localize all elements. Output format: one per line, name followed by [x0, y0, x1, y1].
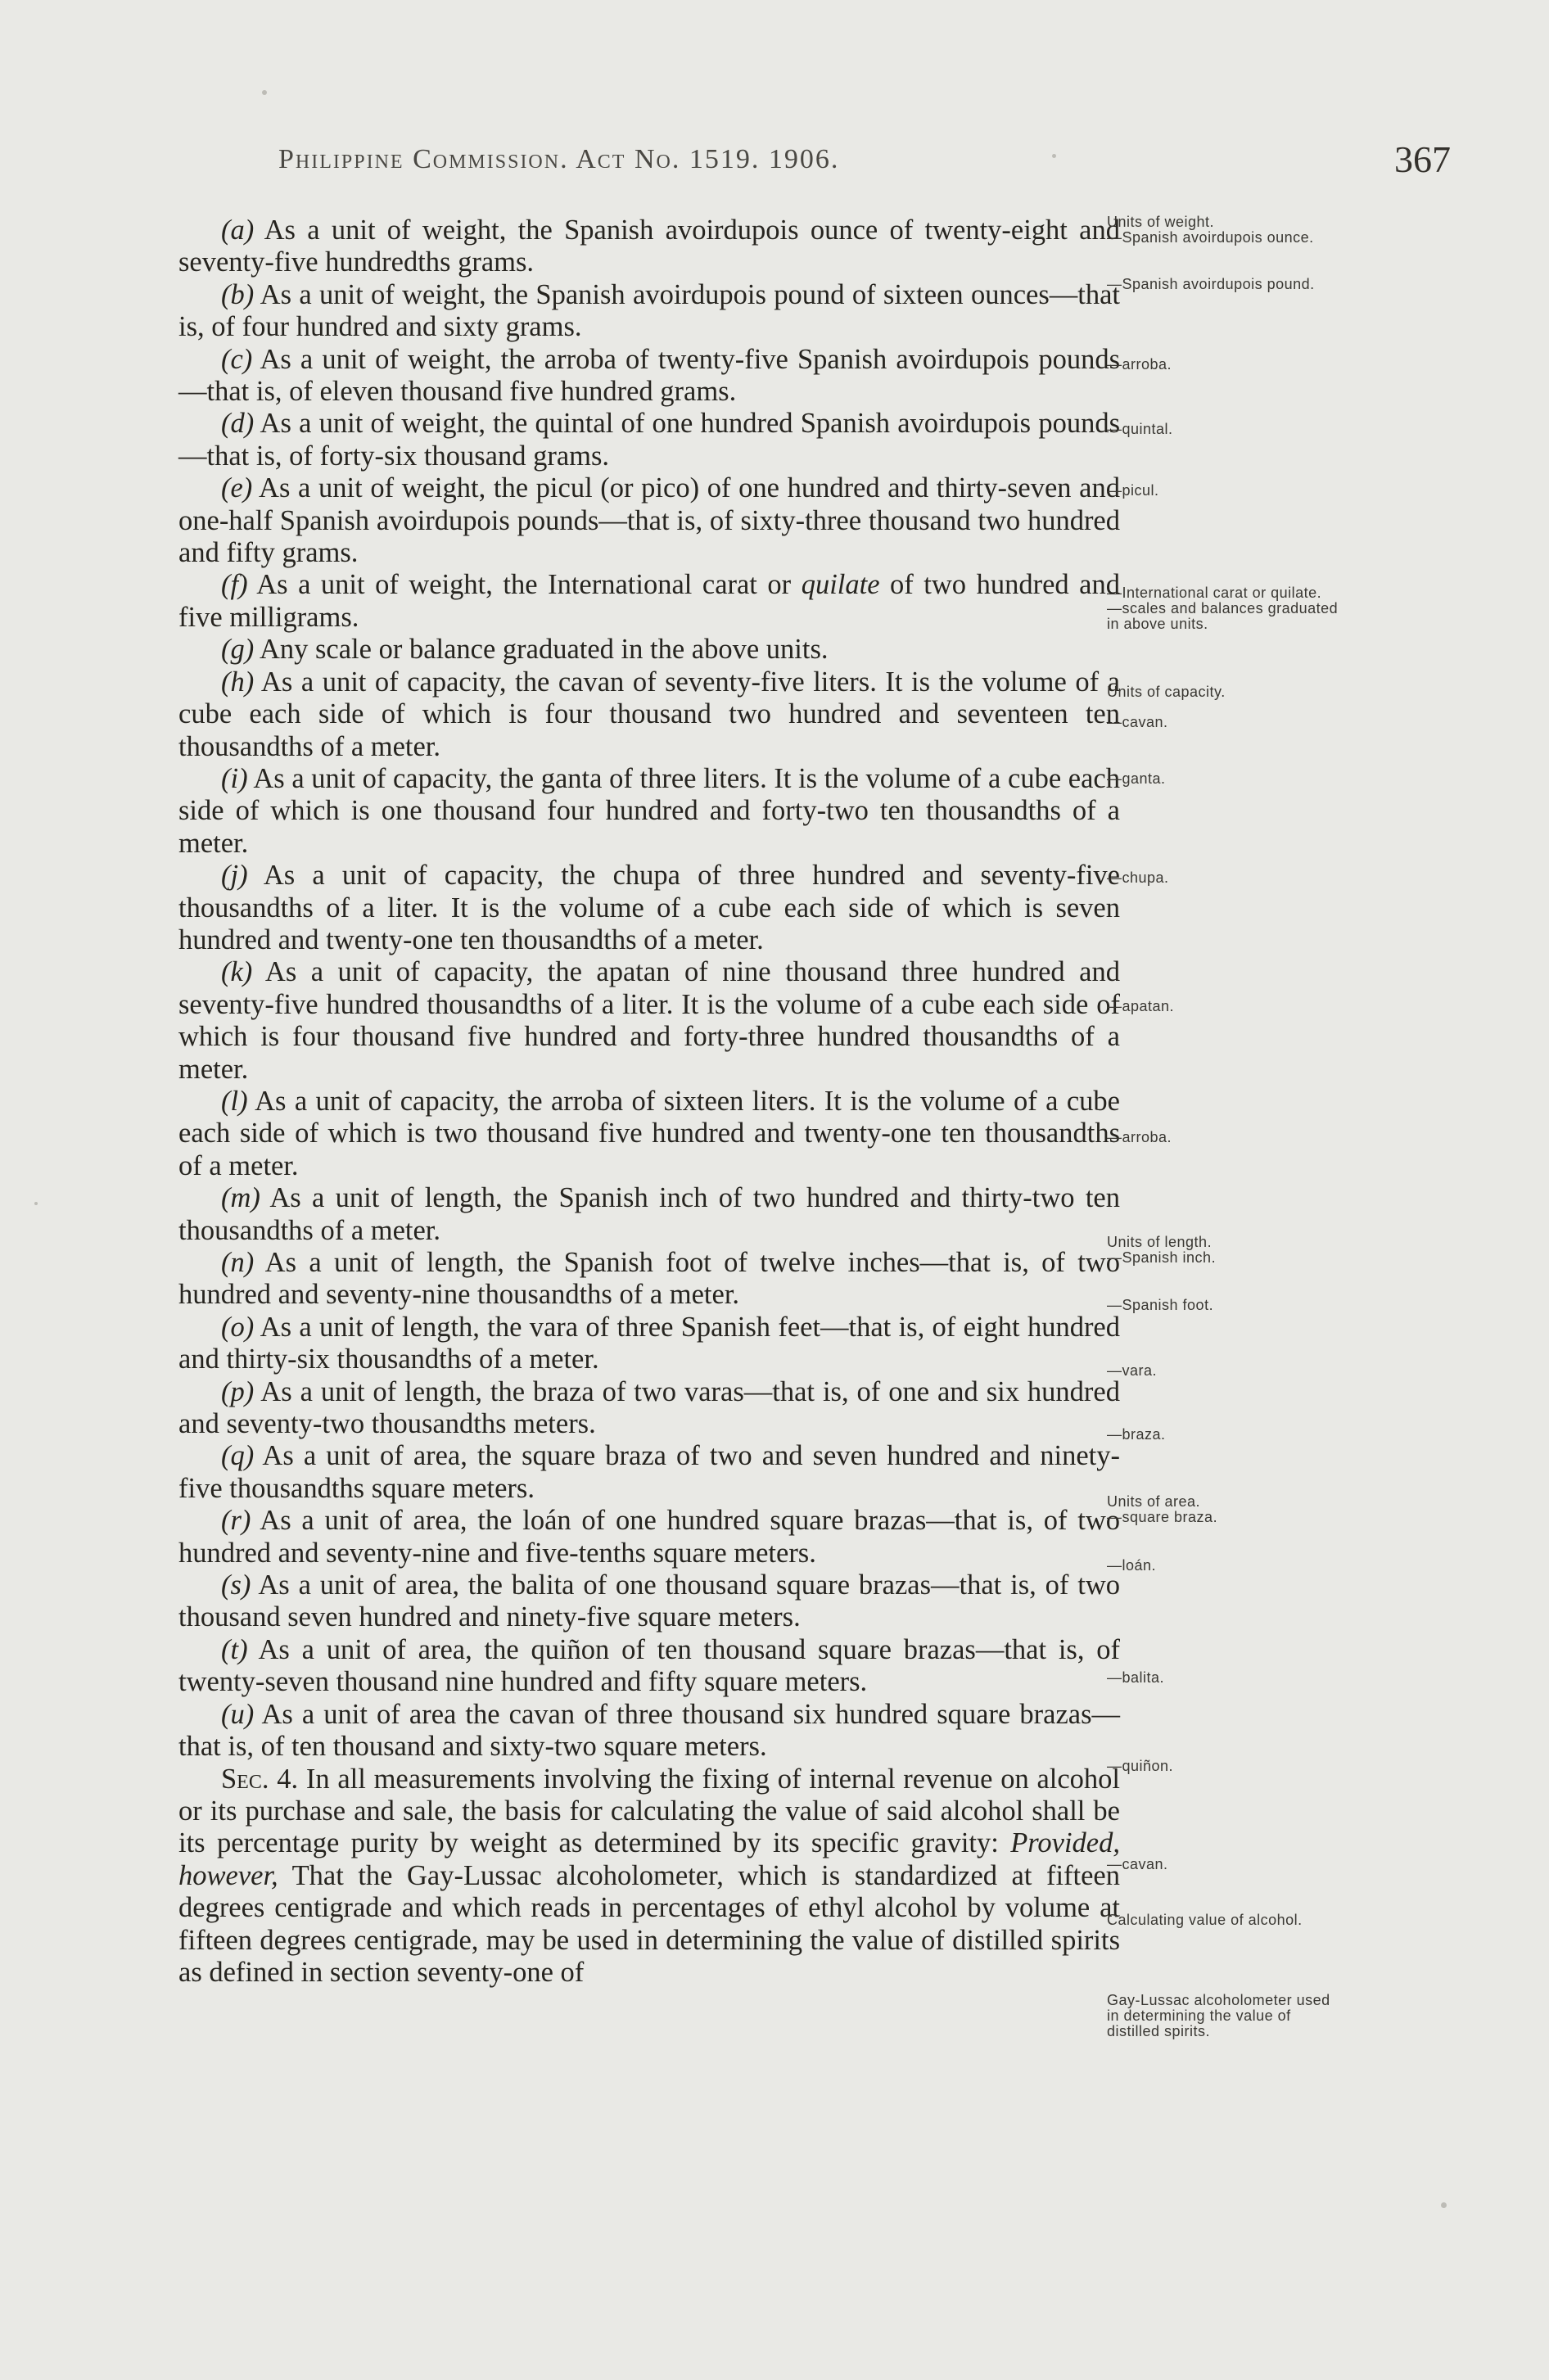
margin-note: —International carat or quilate.: [1107, 585, 1322, 601]
margin-note: Units of weight.: [1107, 214, 1215, 230]
margin-note: Gay-Lussac alcoholometer used in determining the value of distilled spirits.: [1107, 1992, 1330, 2039]
paragraph: [178, 1764, 1120, 1989]
paragraph: [178, 472, 1120, 569]
paragraph: [178, 344, 1120, 409]
paragraph-text: As a unit of capacity, the ganta of three liters. It is the volume of a cube each side of which is one thousand four hundred and forty-two ten thousandths of a meter.: [178, 762, 1120, 859]
page-header: [0, 138, 1549, 187]
margin-note: —arroba.: [1107, 356, 1172, 373]
paragraph: [178, 1182, 1120, 1247]
running-head: Philippine Commission. Act No. 1519. 1906.: [278, 144, 840, 174]
paragraph-label: (i): [221, 762, 248, 794]
paragraph-text: As a unit of capacity, the cavan of seventy-five liters. It is the volume of a cube each side of which is four thousand two hundred and seventeen ten thousandths of a meter.: [178, 666, 1120, 762]
paragraph: [178, 1634, 1120, 1699]
paragraph-label: (a): [221, 215, 255, 246]
paragraph-label: (u): [221, 1698, 255, 1730]
paragraph-text: As a unit of area, the loán of one hundred square brazas—that is, of two hundred and seventy-nine and five-tenths square meters.: [178, 1505, 1120, 1569]
paragraph: [178, 1569, 1120, 1634]
paragraph-text: As a unit of area, the quiñon of ten thousand square brazas—that is, of twenty-seven thousand nine hundred and fifty square meters.: [178, 1633, 1120, 1698]
paragraph: [178, 1699, 1120, 1764]
paragraph-label: (b): [221, 278, 255, 310]
paragraph: [178, 666, 1120, 763]
paragraph-text: As a unit of length, the Spanish foot of twelve inches—that is, of two hundred and seventy-nine thousandths of a meter.: [178, 1247, 1120, 1311]
margin-note: —quintal.: [1107, 421, 1173, 437]
paragraph-italic-text: quilate: [801, 569, 880, 601]
paragraph-text: As a unit of area, the balita of one thousand square brazas—that is, of two thousand seven hundred and ninety-five square meters.: [178, 1569, 1120, 1633]
paragraph: [178, 215, 1120, 279]
margin-note: —apatan.: [1107, 998, 1175, 1014]
margin-note: —chupa.: [1107, 869, 1169, 886]
paragraph-text: As a unit of length, the Spanish inch of two hundred and thirty-two ten thousandths of a meter.: [178, 1182, 1120, 1246]
paragraph-label: (d): [221, 408, 255, 440]
paragraph-text: As a unit of area, the square braza of two and seven hundred and ninety-five thousandths square meters.: [178, 1440, 1120, 1504]
paragraph-label: (n): [221, 1247, 255, 1278]
paragraph-label: (k): [221, 956, 253, 988]
paragraph: [178, 1376, 1120, 1441]
paragraph-label: (l): [221, 1085, 248, 1117]
paragraph-text: As a unit of capacity, the chupa of three hundred and seventy-five thousandths of a liter. It is the volume of a cube each side of which is seven hundred and twenty-one ten thousandths of a meter.: [178, 860, 1120, 955]
page-number: 367: [1394, 138, 1451, 180]
paragraph: [178, 763, 1120, 860]
paragraph-text: Any scale or balance graduated in the above units.: [259, 634, 829, 666]
paragraph-label: (m): [221, 1182, 260, 1214]
paragraph-label: (r): [221, 1505, 251, 1537]
paragraph-text: As a unit of weight, the Spanish avoirdupois pound of sixteen ounces—that is, of four hundred and sixty grams.: [178, 278, 1120, 343]
body-text: [178, 215, 1120, 1989]
paragraph-label: (t): [221, 1633, 248, 1665]
paper-speck: [1052, 154, 1056, 158]
paragraph-text: In all measurements involving the fixing of internal revenue on alcohol or its purchase and sale, the basis for calculating the value of said alcohol shall be its percentage purity by weight as determined by its specific gravity:: [178, 1763, 1121, 1859]
paper-speck: [262, 90, 267, 95]
paragraph-label: Sec. 4.: [221, 1763, 299, 1795]
paragraph-label: (e): [221, 472, 253, 504]
paragraph-text: As a unit of weight, the quintal of one hundred Spanish avoirdupois pounds—that is, of forty-six thousand grams.: [178, 408, 1120, 472]
margin-note: —cavan.: [1107, 714, 1168, 730]
paragraph-text: As a unit of weight, the picul (or pico) of one hundred and thirty-seven and one-half Spanish avoirdupois pounds—that is, of sixty-three thousand two hundred and fifty grams.: [178, 472, 1120, 569]
paragraph-label: (c): [221, 343, 253, 375]
paragraph: [178, 1312, 1120, 1376]
paragraph-text: As a unit of length, the vara of three Spanish feet—that is, of eight hundred and thirty-six thousandths of a meter.: [178, 1311, 1120, 1375]
paragraph-label: (f): [221, 569, 248, 601]
paragraph-text: As a unit of capacity, the apatan of nine thousand three hundred and seventy-five hundred thousandths of a liter. It is the volume of a cube each side of which is four thousand five hundred and forty-three hundred thousandths of a meter.: [178, 956, 1120, 1085]
paragraph: [178, 1440, 1120, 1505]
paragraph-text: As a unit of weight, the Spanish avoirdupois ounce of twenty-eight and seventy-five hundredths grams.: [178, 215, 1120, 278]
paragraph: [178, 1247, 1120, 1312]
paragraph: [178, 634, 1120, 666]
paragraph-text: As a unit of weight, the International carat or: [256, 569, 802, 601]
margin-note: —ganta.: [1107, 770, 1166, 787]
margin-note: —arroba.: [1107, 1129, 1172, 1145]
paragraph: [178, 956, 1120, 1086]
paper-speck: [34, 1202, 38, 1205]
margin-note: —braza.: [1107, 1426, 1166, 1443]
paragraph-label: (s): [221, 1569, 251, 1601]
margin-note: Units of length.: [1107, 1234, 1213, 1250]
margin-note: Calculating value of alcohol.: [1107, 1912, 1303, 1928]
paper-speck: [1441, 2202, 1447, 2208]
margin-note: —quiñon.: [1107, 1758, 1174, 1774]
paragraph-text: As a unit of area the cavan of three thousand six hundred square brazas—that is, of ten thousand and sixty-two square meters.: [178, 1698, 1120, 1763]
margin-note: —cavan.: [1107, 1856, 1168, 1872]
paragraph-label: (q): [221, 1440, 255, 1472]
paragraph-label: (o): [221, 1311, 255, 1343]
margin-note: —Spanish avoirdupois pound.: [1107, 276, 1315, 292]
paragraph-label: (j): [221, 860, 248, 892]
paragraph-text: As a unit of length, the braza of two varas—that is, of one and six hundred and seventy-two thousandths meters.: [178, 1375, 1120, 1440]
paragraph-text: As a unit of weight, the arroba of twenty-five Spanish avoirdupois pounds—that is, of eleven thousand five hundred grams.: [178, 343, 1120, 408]
paragraph: [178, 1505, 1120, 1569]
margin-note: —balita.: [1107, 1669, 1165, 1686]
margin-note: —square braza.: [1107, 1509, 1218, 1525]
paragraph-label: (h): [221, 666, 255, 698]
margin-note: —Spanish foot.: [1107, 1297, 1214, 1313]
paragraph-italic-text: Provided, however,: [178, 1827, 1120, 1891]
margin-note: —Spanish inch.: [1107, 1249, 1217, 1266]
margin-note: Units of capacity.: [1107, 684, 1226, 700]
paragraph: [178, 279, 1120, 344]
paragraph-text: of two hundred and five milligrams.: [178, 569, 1120, 633]
margin-note: —loán.: [1107, 1557, 1157, 1574]
paragraph: [178, 408, 1120, 472]
margin-note: —vara.: [1107, 1362, 1158, 1379]
paragraph: [178, 569, 1120, 634]
paragraph-label: (g): [221, 634, 255, 666]
paragraph: [178, 860, 1120, 956]
paragraph-text: As a unit of capacity, the arroba of sixteen liters. It is the volume of a cube each side of which is two thousand five hundred and twenty-one ten thousandths of a meter.: [178, 1085, 1120, 1181]
margin-note: Units of area.: [1107, 1493, 1201, 1510]
margin-note: —scales and balances graduated in above units.: [1107, 600, 1339, 632]
paragraph: [178, 1086, 1120, 1182]
margin-note: —picul.: [1107, 482, 1159, 499]
margin-note: —Spanish avoirdupois ounce.: [1107, 229, 1314, 246]
paragraph-label: (p): [221, 1375, 255, 1407]
paragraph-text: That the Gay-Lussac alcoholometer, which is standardized at fifteen degrees centigrade and which reads in percentages of ethyl alcohol by volume at fifteen degrees centigrade, may be used in determining the value of distilled spirits as defined in section seventy-one of: [178, 1859, 1120, 1988]
